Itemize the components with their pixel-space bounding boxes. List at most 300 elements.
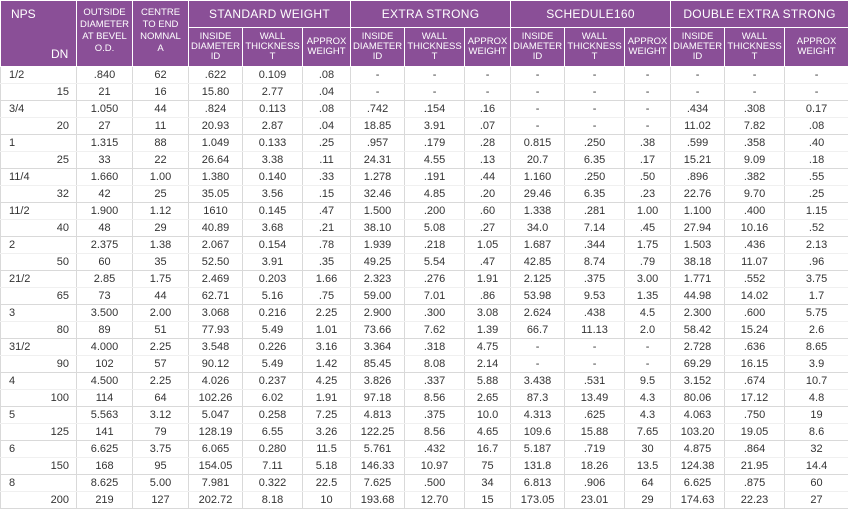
xs-wall-thickness-cell: 8.56 [405, 390, 465, 407]
xs-wall-thickness-cell: .432 [405, 441, 465, 458]
xs-inside-diameter-cell: 4.813 [351, 407, 405, 424]
xs-inside-diameter-cell: 59.00 [351, 288, 405, 305]
std-wall-thickness-cell: 0.258 [243, 407, 303, 424]
xxs-inside-diameter-cell: .434 [671, 101, 725, 118]
xs-wall-thickness-cell: 5.08 [405, 220, 465, 237]
table-row [1, 441, 848, 458]
xs-approx-weight-cell: 4.65 [465, 424, 511, 441]
xxs-wall-thickness-cell: 16.15 [725, 356, 785, 373]
xxs-wall-thickness-cell: .864 [725, 441, 785, 458]
s160-wall-thickness-cell: 15.88 [565, 424, 625, 441]
xs-inside-diameter-cell: 2.900 [351, 305, 405, 322]
xxs-approx-weight-cell: 2.13 [785, 237, 848, 254]
std-inside-diameter-cell: 128.19 [189, 424, 243, 441]
table-row [1, 67, 848, 84]
xxs-wall-thickness-cell: 15.24 [725, 322, 785, 339]
s160-approx-weight-cell: 1.35 [625, 288, 671, 305]
outside-diameter-cell: 102 [77, 356, 133, 373]
s160-approx-weight-cell: 4.3 [625, 390, 671, 407]
xs-inside-diameter-cell: 85.45 [351, 356, 405, 373]
xs-inside-diameter-cell: 3.826 [351, 373, 405, 390]
xs-wall-thickness-cell: .337 [405, 373, 465, 390]
std-inside-diameter-cell: 7.981 [189, 475, 243, 492]
s160-inside-diameter-cell: 3.438 [511, 373, 565, 390]
s160-wall-thickness-cell: .438 [565, 305, 625, 322]
xxs-inside-diameter-cell: - [671, 67, 725, 84]
s160-wall-thickness-cell: - [565, 339, 625, 356]
outside-diameter-cell: 60 [77, 254, 133, 271]
std-approx-weight-cell: 11.5 [303, 441, 351, 458]
xs-approx-weight-cell: 3.08 [465, 305, 511, 322]
xs-approx-weight-cell: .13 [465, 152, 511, 169]
centre-to-end-cell: 16 [133, 84, 189, 101]
xs-inside-diameter-cell: 146.33 [351, 458, 405, 475]
s160-approx-weight-cell: 9.5 [625, 373, 671, 390]
xs-wall-thickness-cell: 8.56 [405, 424, 465, 441]
xs-inside-diameter-cell: 193.68 [351, 492, 405, 509]
extra-strong-header: EXTRA STRONG [351, 1, 511, 28]
outside-diameter-cell: 141 [77, 424, 133, 441]
s160-wall-thickness-cell: 6.35 [565, 186, 625, 203]
outside-diameter-cell: 114 [77, 390, 133, 407]
centre-to-end-cell: 35 [133, 254, 189, 271]
s160-wall-thickness-cell: .281 [565, 203, 625, 220]
std-wall-thickness-cell: 2.87 [243, 118, 303, 135]
std-wall-thickness-cell: 0.154 [243, 237, 303, 254]
xxs-wall-thickness-cell: .382 [725, 169, 785, 186]
s160-inside-diameter-cell: 1.160 [511, 169, 565, 186]
std-wall-thickness-cell: 0.133 [243, 135, 303, 152]
outside-diameter-cell: 1.050 [77, 101, 133, 118]
s160-approx-weight-cell: 30 [625, 441, 671, 458]
std-inside-diameter-cell: 202.72 [189, 492, 243, 509]
table-row [1, 101, 848, 118]
xxs-inside-diameter-cell: 4.875 [671, 441, 725, 458]
approx-weight-header: APPROX WEIGHT [303, 28, 351, 67]
approx-weight-header: APPROX WEIGHT [465, 28, 511, 67]
table-row [1, 322, 848, 339]
s160-approx-weight-cell: .79 [625, 254, 671, 271]
xxs-approx-weight-cell: .52 [785, 220, 848, 237]
centre-to-end-cell: 2.00 [133, 305, 189, 322]
s160-inside-diameter-cell: 66.7 [511, 322, 565, 339]
s160-inside-diameter-cell: - [511, 67, 565, 84]
xs-inside-diameter-cell: 5.761 [351, 441, 405, 458]
std-inside-diameter-cell: 154.05 [189, 458, 243, 475]
xxs-inside-diameter-cell: 124.38 [671, 458, 725, 475]
std-wall-thickness-cell: 0.280 [243, 441, 303, 458]
dn-cell: 15 [1, 84, 77, 101]
xxs-approx-weight-cell: 27 [785, 492, 848, 509]
dn-cell: 32 [1, 186, 77, 203]
xs-wall-thickness-cell: 10.97 [405, 458, 465, 475]
std-inside-diameter-cell: 62.71 [189, 288, 243, 305]
xxs-inside-diameter-cell: 1.503 [671, 237, 725, 254]
std-approx-weight-cell: 2.25 [303, 305, 351, 322]
std-approx-weight-cell: .21 [303, 220, 351, 237]
centre-to-end-cell: 127 [133, 492, 189, 509]
xxs-approx-weight-cell: .96 [785, 254, 848, 271]
xxs-wall-thickness-cell: .674 [725, 373, 785, 390]
table-row [1, 390, 848, 407]
s160-approx-weight-cell: 29 [625, 492, 671, 509]
xs-approx-weight-cell: .27 [465, 220, 511, 237]
dn-cell: 90 [1, 356, 77, 373]
std-wall-thickness-cell: 2.77 [243, 84, 303, 101]
s160-wall-thickness-cell: 18.26 [565, 458, 625, 475]
s160-inside-diameter-cell: 20.7 [511, 152, 565, 169]
s160-inside-diameter-cell: - [511, 101, 565, 118]
xs-approx-weight-cell: 2.65 [465, 390, 511, 407]
s160-wall-thickness-cell: .375 [565, 271, 625, 288]
centre-to-end-cell: 79 [133, 424, 189, 441]
s160-wall-thickness-cell: 8.74 [565, 254, 625, 271]
xs-wall-thickness-cell: .179 [405, 135, 465, 152]
xxs-approx-weight-cell: 19 [785, 407, 848, 424]
centre-to-end-cell: 1.12 [133, 203, 189, 220]
std-inside-diameter-cell: 1.380 [189, 169, 243, 186]
table-row [1, 373, 848, 390]
inside-diameter-header: INSIDE DIAMETER ID [189, 28, 243, 67]
std-approx-weight-cell: .08 [303, 67, 351, 84]
xs-inside-diameter-cell: 18.85 [351, 118, 405, 135]
s160-approx-weight-cell: .38 [625, 135, 671, 152]
std-wall-thickness-cell: 0.140 [243, 169, 303, 186]
nps-cell: 4 [1, 373, 77, 390]
outside-diameter-cell: 1.315 [77, 135, 133, 152]
xxs-inside-diameter-cell: .599 [671, 135, 725, 152]
xs-approx-weight-cell: 10.0 [465, 407, 511, 424]
std-inside-diameter-cell: 102.26 [189, 390, 243, 407]
centre-to-end-cell: 1.75 [133, 271, 189, 288]
table-row [1, 288, 848, 305]
xs-inside-diameter-cell: 32.46 [351, 186, 405, 203]
std-wall-thickness-cell: 0.322 [243, 475, 303, 492]
outside-diameter-cell: 8.625 [77, 475, 133, 492]
std-wall-thickness-cell: 6.02 [243, 390, 303, 407]
approx-weight-header: APPROX WEIGHT [625, 28, 671, 67]
inside-diameter-header: INSIDE DIAMETER ID [671, 28, 725, 67]
nps-cell: 21/2 [1, 271, 77, 288]
xxs-approx-weight-cell: .08 [785, 118, 848, 135]
table-row [1, 203, 848, 220]
xs-wall-thickness-cell: - [405, 84, 465, 101]
table-row [1, 356, 848, 373]
xxs-inside-diameter-cell: 15.21 [671, 152, 725, 169]
s160-inside-diameter-cell: 1.687 [511, 237, 565, 254]
std-inside-diameter-cell: 1610 [189, 203, 243, 220]
xs-approx-weight-cell: 16.7 [465, 441, 511, 458]
xxs-wall-thickness-cell: .875 [725, 475, 785, 492]
std-inside-diameter-cell: 2.469 [189, 271, 243, 288]
s160-inside-diameter-cell: 6.813 [511, 475, 565, 492]
s160-wall-thickness-cell: - [565, 356, 625, 373]
s160-wall-thickness-cell: - [565, 118, 625, 135]
xxs-wall-thickness-cell: 22.23 [725, 492, 785, 509]
xs-inside-diameter-cell: 2.323 [351, 271, 405, 288]
table-header [1, 1, 848, 67]
std-approx-weight-cell: 1.42 [303, 356, 351, 373]
xs-approx-weight-cell: .44 [465, 169, 511, 186]
wall-thickness-header: WALL THICKNESS T [725, 28, 785, 67]
xs-inside-diameter-cell: 1.278 [351, 169, 405, 186]
xxs-approx-weight-cell: 32 [785, 441, 848, 458]
outside-diameter-cell: 2.85 [77, 271, 133, 288]
std-approx-weight-cell: .33 [303, 169, 351, 186]
centre-to-end-cell: 95 [133, 458, 189, 475]
std-inside-diameter-cell: 90.12 [189, 356, 243, 373]
s160-wall-thickness-cell: .344 [565, 237, 625, 254]
inside-diameter-header: INSIDE DIAMETER ID [511, 28, 565, 67]
xs-inside-diameter-cell: - [351, 84, 405, 101]
std-inside-diameter-cell: 15.80 [189, 84, 243, 101]
s160-approx-weight-cell: 7.65 [625, 424, 671, 441]
s160-approx-weight-cell: .23 [625, 186, 671, 203]
nps-cell: 1 [1, 135, 77, 152]
xs-wall-thickness-cell: 4.55 [405, 152, 465, 169]
centre-to-end-cell: 11 [133, 118, 189, 135]
xxs-inside-diameter-cell: 1.771 [671, 271, 725, 288]
s160-inside-diameter-cell: - [511, 339, 565, 356]
xxs-wall-thickness-cell: 14.02 [725, 288, 785, 305]
centre-to-end-cell: 44 [133, 288, 189, 305]
nps-cell: 11/2 [1, 203, 77, 220]
centre-to-end-cell: 3.12 [133, 407, 189, 424]
outside-diameter-cell: 168 [77, 458, 133, 475]
xs-inside-diameter-cell: 49.25 [351, 254, 405, 271]
xs-inside-diameter-cell: .957 [351, 135, 405, 152]
xs-approx-weight-cell: .28 [465, 135, 511, 152]
xxs-approx-weight-cell: .40 [785, 135, 848, 152]
xxs-approx-weight-cell: 5.75 [785, 305, 848, 322]
centre-to-end-cell: 2.25 [133, 373, 189, 390]
xxs-wall-thickness-cell: .636 [725, 339, 785, 356]
xxs-approx-weight-cell: .55 [785, 169, 848, 186]
xs-inside-diameter-cell: 1.500 [351, 203, 405, 220]
nps-cell: 3/4 [1, 101, 77, 118]
dn-cell: 25 [1, 152, 77, 169]
s160-approx-weight-cell: .17 [625, 152, 671, 169]
wall-thickness-header: WALL THICKNESS T [243, 28, 303, 67]
std-approx-weight-cell: .75 [303, 288, 351, 305]
dn-cell: 125 [1, 424, 77, 441]
std-wall-thickness-cell: 6.55 [243, 424, 303, 441]
s160-wall-thickness-cell: - [565, 101, 625, 118]
outside-diameter-cell: 4.500 [77, 373, 133, 390]
outside-diameter-cell: 33 [77, 152, 133, 169]
s160-approx-weight-cell: - [625, 356, 671, 373]
xxs-wall-thickness-cell: 9.70 [725, 186, 785, 203]
table-row [1, 169, 848, 186]
xs-wall-thickness-cell: 7.62 [405, 322, 465, 339]
s160-approx-weight-cell: 4.5 [625, 305, 671, 322]
nps-cell: 6 [1, 441, 77, 458]
table-row [1, 220, 848, 237]
xxs-inside-diameter-cell: 3.152 [671, 373, 725, 390]
std-approx-weight-cell: 10 [303, 492, 351, 509]
table-row [1, 118, 848, 135]
centre-to-end-cell: 1.00 [133, 169, 189, 186]
table-row [1, 339, 848, 356]
dn-cell: 20 [1, 118, 77, 135]
s160-inside-diameter-cell: - [511, 84, 565, 101]
outside-diameter-cell: 4.000 [77, 339, 133, 356]
xxs-approx-weight-cell: 3.9 [785, 356, 848, 373]
dn-label: DN [51, 49, 68, 59]
std-approx-weight-cell: 3.16 [303, 339, 351, 356]
xs-wall-thickness-cell: .300 [405, 305, 465, 322]
xs-approx-weight-cell: 4.75 [465, 339, 511, 356]
xxs-inside-diameter-cell: 80.06 [671, 390, 725, 407]
centre-to-end-cell: 62 [133, 67, 189, 84]
xxs-approx-weight-cell: 0.17 [785, 101, 848, 118]
s160-inside-diameter-cell: 87.3 [511, 390, 565, 407]
std-approx-weight-cell: .04 [303, 84, 351, 101]
s160-inside-diameter-cell: 0.815 [511, 135, 565, 152]
std-approx-weight-cell: .08 [303, 101, 351, 118]
nps-cell: 8 [1, 475, 77, 492]
std-inside-diameter-cell: 6.065 [189, 441, 243, 458]
nps-cell: 3 [1, 305, 77, 322]
xxs-wall-thickness-cell: 7.82 [725, 118, 785, 135]
xxs-approx-weight-cell: 2.6 [785, 322, 848, 339]
s160-wall-thickness-cell: 6.35 [565, 152, 625, 169]
approx-weight-header: APPROX WEIGHT [785, 28, 848, 67]
centre-to-end-cell: 1.38 [133, 237, 189, 254]
xs-approx-weight-cell: 5.88 [465, 373, 511, 390]
xxs-inside-diameter-cell: 6.625 [671, 475, 725, 492]
s160-approx-weight-cell: 1.75 [625, 237, 671, 254]
std-wall-thickness-cell: 0.216 [243, 305, 303, 322]
xs-wall-thickness-cell: .500 [405, 475, 465, 492]
std-inside-diameter-cell: 77.93 [189, 322, 243, 339]
centre-to-end-cell: 29 [133, 220, 189, 237]
outside-diameter-cell: 27 [77, 118, 133, 135]
xs-wall-thickness-cell: 4.85 [405, 186, 465, 203]
centre-to-end-cell: 5.00 [133, 475, 189, 492]
s160-approx-weight-cell: - [625, 67, 671, 84]
s160-approx-weight-cell: - [625, 339, 671, 356]
table-row [1, 475, 848, 492]
dn-cell: 200 [1, 492, 77, 509]
std-wall-thickness-cell: 0.113 [243, 101, 303, 118]
std-wall-thickness-cell: 7.11 [243, 458, 303, 475]
dn-cell: 100 [1, 390, 77, 407]
table-row [1, 135, 848, 152]
table-row [1, 254, 848, 271]
std-approx-weight-cell: .11 [303, 152, 351, 169]
table-row [1, 424, 848, 441]
std-approx-weight-cell: .35 [303, 254, 351, 271]
xxs-inside-diameter-cell: 44.98 [671, 288, 725, 305]
dn-cell: 65 [1, 288, 77, 305]
std-inside-diameter-cell: 5.047 [189, 407, 243, 424]
centre-to-end-cell: 64 [133, 390, 189, 407]
outside-diameter-header: OUTSIDE DIAMETER AT BEVEL O.D. [77, 1, 133, 67]
std-wall-thickness-cell: 0.237 [243, 373, 303, 390]
std-approx-weight-cell: 1.66 [303, 271, 351, 288]
xxs-wall-thickness-cell: 19.05 [725, 424, 785, 441]
std-inside-diameter-cell: 3.068 [189, 305, 243, 322]
table-row [1, 152, 848, 169]
std-approx-weight-cell: 3.26 [303, 424, 351, 441]
xs-wall-thickness-cell: .154 [405, 101, 465, 118]
s160-wall-thickness-cell: .250 [565, 135, 625, 152]
xs-approx-weight-cell: 34 [465, 475, 511, 492]
xxs-wall-thickness-cell: .750 [725, 407, 785, 424]
s160-inside-diameter-cell: 131.8 [511, 458, 565, 475]
xs-approx-weight-cell: .07 [465, 118, 511, 135]
centre-to-end-cell: 51 [133, 322, 189, 339]
xxs-wall-thickness-cell: .308 [725, 101, 785, 118]
xs-inside-diameter-cell: 24.31 [351, 152, 405, 169]
inside-diameter-header: INSIDE DIAMETER ID [351, 28, 405, 67]
xs-approx-weight-cell: .20 [465, 186, 511, 203]
outside-diameter-cell: 48 [77, 220, 133, 237]
std-wall-thickness-cell: 0.145 [243, 203, 303, 220]
xxs-approx-weight-cell: 1.7 [785, 288, 848, 305]
xxs-approx-weight-cell: 8.6 [785, 424, 848, 441]
nps-cell: 2 [1, 237, 77, 254]
s160-wall-thickness-cell: .719 [565, 441, 625, 458]
outside-diameter-cell: 42 [77, 186, 133, 203]
xxs-wall-thickness-cell: - [725, 84, 785, 101]
xxs-wall-thickness-cell: .600 [725, 305, 785, 322]
xxs-inside-diameter-cell: 11.02 [671, 118, 725, 135]
s160-wall-thickness-cell: .531 [565, 373, 625, 390]
xxs-wall-thickness-cell: .436 [725, 237, 785, 254]
s160-approx-weight-cell: - [625, 101, 671, 118]
xxs-approx-weight-cell: 10.7 [785, 373, 848, 390]
dn-cell: 50 [1, 254, 77, 271]
xs-wall-thickness-cell: 7.01 [405, 288, 465, 305]
xs-inside-diameter-cell: 97.18 [351, 390, 405, 407]
s160-wall-thickness-cell: .250 [565, 169, 625, 186]
outside-diameter-cell: 1.660 [77, 169, 133, 186]
s160-inside-diameter-cell: 173.05 [511, 492, 565, 509]
xs-approx-weight-cell: 1.39 [465, 322, 511, 339]
table-row [1, 458, 848, 475]
centre-to-end-cell: 88 [133, 135, 189, 152]
std-inside-diameter-cell: .824 [189, 101, 243, 118]
wall-thickness-header: WALL THICKNESS T [565, 28, 625, 67]
std-approx-weight-cell: .04 [303, 118, 351, 135]
std-wall-thickness-cell: 3.91 [243, 254, 303, 271]
s160-wall-thickness-cell: - [565, 84, 625, 101]
xxs-approx-weight-cell: 4.8 [785, 390, 848, 407]
std-inside-diameter-cell: 2.067 [189, 237, 243, 254]
standard-weight-header: STANDARD WEIGHT [189, 1, 351, 28]
xxs-wall-thickness-cell: 9.09 [725, 152, 785, 169]
s160-wall-thickness-cell: .906 [565, 475, 625, 492]
xxs-wall-thickness-cell: 10.16 [725, 220, 785, 237]
s160-wall-thickness-cell: 23.01 [565, 492, 625, 509]
xxs-inside-diameter-cell: 103.20 [671, 424, 725, 441]
s160-approx-weight-cell: .45 [625, 220, 671, 237]
dn-cell: 40 [1, 220, 77, 237]
std-approx-weight-cell: 1.01 [303, 322, 351, 339]
xs-inside-diameter-cell: 1.939 [351, 237, 405, 254]
s160-approx-weight-cell: 4.3 [625, 407, 671, 424]
std-approx-weight-cell: .78 [303, 237, 351, 254]
centre-to-end-cell: 57 [133, 356, 189, 373]
xxs-approx-weight-cell: 60 [785, 475, 848, 492]
s160-inside-diameter-cell: 53.98 [511, 288, 565, 305]
centre-to-end-header: CENTRE TO END NOMNAL A [133, 1, 189, 67]
s160-wall-thickness-cell: 13.49 [565, 390, 625, 407]
xxs-wall-thickness-cell: 11.07 [725, 254, 785, 271]
s160-inside-diameter-cell: - [511, 118, 565, 135]
